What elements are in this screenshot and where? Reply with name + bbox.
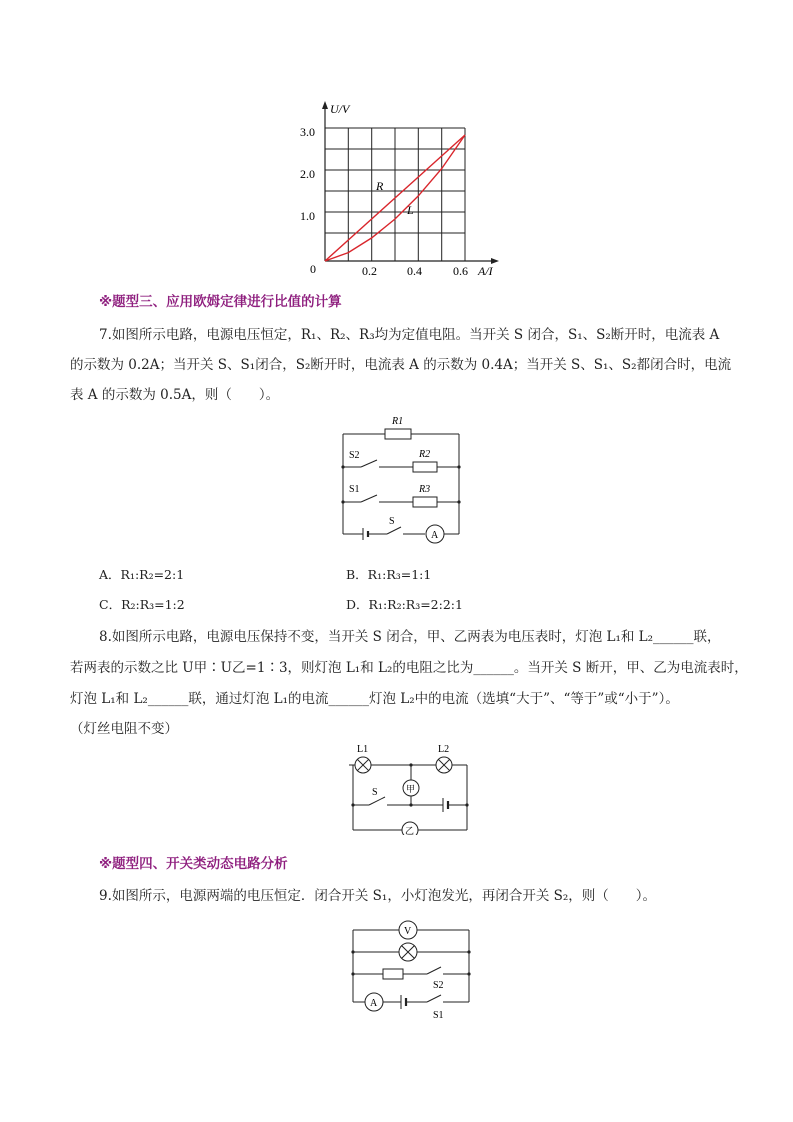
ui-graph xyxy=(290,95,505,280)
q7-text-line: 7.如图所示电路，电源电压恒定，R₁、R₂、R₃均为定值电阻。当开关 S 闭合，S₁、S₂断开时，电流表 A xyxy=(99,327,720,343)
y-axis-label: U/V xyxy=(330,102,350,116)
q7-text-line: 表 A 的示数为 0.5A，则（ ）。 xyxy=(70,387,280,403)
resistor-r3 xyxy=(413,497,437,507)
q8-circuit xyxy=(345,740,475,835)
section-title-4: ※题型四、开关类动态电路分析 xyxy=(99,856,288,872)
resistor-r1 xyxy=(385,429,411,439)
voltmeter-label: V xyxy=(404,926,412,937)
q8-text-line: （灯丝电阻不变） xyxy=(70,721,178,737)
r3-label: R3 xyxy=(419,484,431,495)
y-tick-label: 1.0 xyxy=(300,209,315,223)
s-label: S xyxy=(372,787,378,798)
q7-option-b[interactable]: B．R₁:R₃=1:1 xyxy=(346,567,432,582)
q7-text-line: 的示数为 0.2A；当开关 S、S₁闭合，S₂断开时，电流表 A 的示数为 0.4A；当开关 S、S₁、S₂都闭合时，电流 xyxy=(70,357,732,373)
q9-circuit xyxy=(345,915,475,1025)
q8-text-line: 8.如图所示电路，电源电压保持不变，当开关 S 闭合，甲、乙两表为电压表时，灯泡 L₁和 L₂______联， xyxy=(99,629,721,645)
s1-label: S1 xyxy=(349,484,360,495)
ammeter-label: A xyxy=(431,530,439,541)
q7-option-c[interactable]: C．R₂:R₃=1:2 xyxy=(99,597,185,612)
q8-text-line: 灯泡 L₁和 L₂______联，通过灯泡 L₁的电流______灯泡 L₂中的电流（选填“大于”、“等于”或“小于”）。 xyxy=(70,691,679,707)
section-title-3: ※题型三、应用欧姆定律进行比值的计算 xyxy=(99,294,342,310)
q7-option-d[interactable]: D．R₁:R₂:R₃=2:2:1 xyxy=(346,597,463,612)
x-tick-label: 0.6 xyxy=(453,264,468,278)
l2-label: L2 xyxy=(438,744,450,755)
r2-label: R2 xyxy=(419,449,431,460)
s2-label: S2 xyxy=(433,980,444,991)
y-tick-label: 3.0 xyxy=(300,125,315,139)
l1-label: L1 xyxy=(357,744,369,755)
q8-text-line: 若两表的示数之比 U甲∶U乙=1∶3，则灯泡 L₁和 L₂的电阻之比为______。当开关 S 断开，甲、乙为电流表时， xyxy=(70,660,748,676)
x-axis-label: A/I xyxy=(478,264,493,278)
r1-label: R1 xyxy=(392,416,404,427)
origin-label: 0 xyxy=(310,262,316,276)
y-axis-arrow xyxy=(322,101,328,109)
resistor xyxy=(383,969,403,979)
q7-circuit xyxy=(335,412,465,547)
s1-label: S1 xyxy=(433,1010,444,1021)
x-tick-label: 0.2 xyxy=(362,264,377,278)
jia-label: 甲 xyxy=(406,784,416,794)
l-curve-label: L xyxy=(407,203,414,217)
q9-text-line: 9.如图所示，电源两端的电压恒定．闭合开关 S₁，小灯泡发光，再闭合开关 S₂，则（ ）。 xyxy=(99,888,657,904)
y-tick-label: 2.0 xyxy=(300,167,315,181)
x-tick-label: 0.4 xyxy=(407,264,422,278)
q7-option-a[interactable]: A．R₁:R₂=2:1 xyxy=(99,567,185,582)
resistor-r2 xyxy=(413,462,437,472)
r-curve-label: R xyxy=(376,179,384,193)
yi-label: 乙 xyxy=(405,826,415,835)
s-label: S xyxy=(389,516,395,527)
s2-label: S2 xyxy=(349,450,360,461)
ammeter-label: A xyxy=(370,998,378,1009)
graph-grid xyxy=(325,128,465,261)
